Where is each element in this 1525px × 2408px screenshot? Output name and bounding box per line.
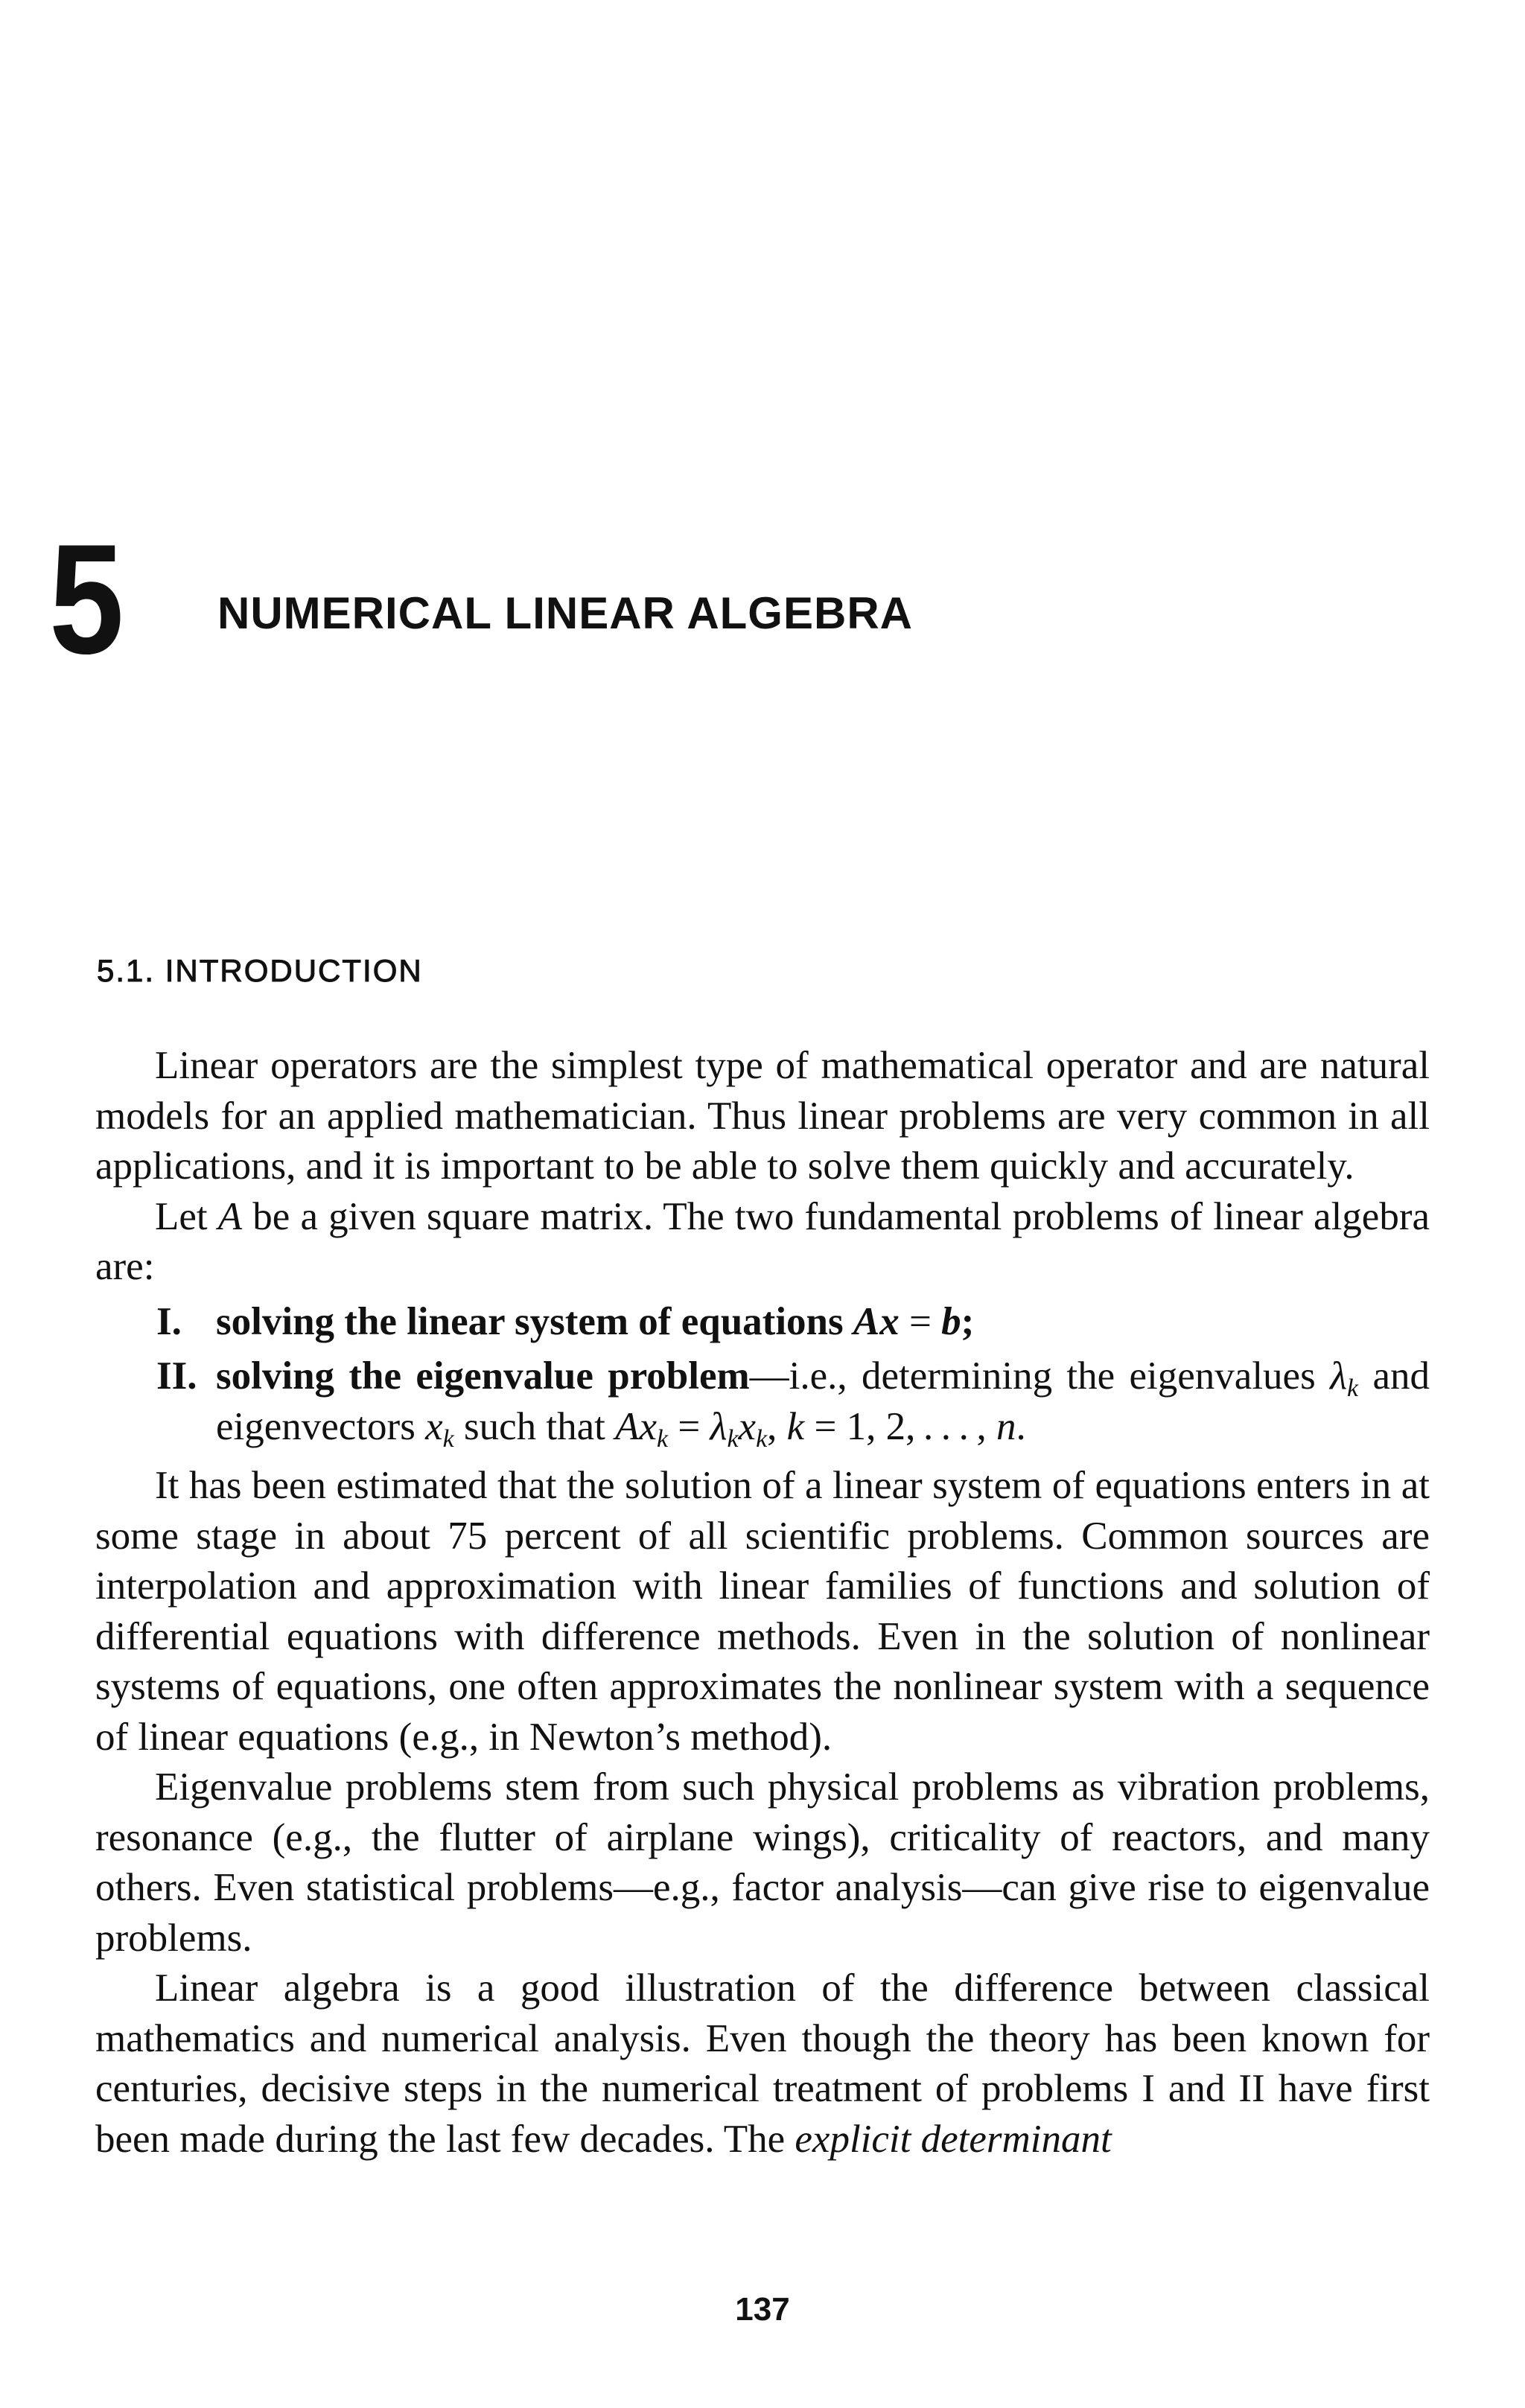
item2-x: x <box>425 1404 443 1448</box>
item2-lambda-2: λ <box>710 1404 728 1448</box>
paragraph-2-text-a: Let <box>155 1194 218 1238</box>
item2-n: n <box>996 1404 1016 1448</box>
item2-sub-k-2: k <box>442 1424 454 1453</box>
paragraph-5-italic: explicit determinant <box>795 2117 1112 2161</box>
paragraph-5-text: Linear algebra is a good illustration of the difference between classical mathematics and numerical analysis. Even though the theory has been known for centuries, decisive steps in the numerical treatment of problems I and II have first been made during the last few decades. The <box>95 1966 1430 2161</box>
item2-bold-text: solving the eigenvalue problem <box>216 1354 750 1398</box>
item2-end: . <box>1016 1404 1026 1448</box>
item2-sub-k-3: k <box>656 1424 669 1453</box>
list-content-1 <box>216 1297 1430 1348</box>
item2-sub-k-4: k <box>727 1424 739 1453</box>
item1-bold-text: solving the linear system of equations <box>216 1299 853 1343</box>
paragraph-2-text-b: be a given square matrix. The two fundamental problems of linear algebra are: <box>95 1194 1430 1288</box>
item2-text-d: = <box>668 1404 710 1448</box>
item1-equals: = <box>899 1299 942 1343</box>
paragraph-3: It has been estimated that the solution of a linear system of equations enters in at some stage in about 75 percent of all scientific problems. Common sources are interpolation and approximation with linear families of functions and solution of differential equations with difference methods. Even in the solution of nonlinear systems of equations, one often approximates the nonlinear system with a sequence of linear equations (e.g., in Newton’s method). <box>95 1464 1430 1759</box>
body-text <box>95 1041 1430 2165</box>
item2-sub-k-5: k <box>756 1424 768 1453</box>
item2-text-a: —i.e., determining the eigenvalues <box>749 1354 1331 1398</box>
matrix-symbol-a: A <box>217 1194 243 1238</box>
paragraph-2 <box>95 1192 1430 1293</box>
paragraph-4: Eigenvalue problems stem from such physical problems as vibration problems, resonance (e.g., the flutter of airplane wings), criticality of reactors, and many others. Even statistical problems—e.g., factor analysis—can give rise to eigenvalue problems. <box>95 1765 1430 1960</box>
item2-lambda: λ <box>1330 1354 1348 1398</box>
fundamental-problems-list <box>95 1297 1430 1453</box>
list-marker-1: I. <box>156 1299 182 1343</box>
list-item-2 <box>95 1351 1430 1452</box>
section-heading: 5.1. INTRODUCTION <box>97 953 423 988</box>
item2-x-2: x <box>738 1404 757 1448</box>
item2-text-c: such that <box>453 1404 616 1448</box>
item1-end: ; <box>961 1299 975 1343</box>
chapter-number: 5 <box>49 512 124 687</box>
chapter-title: NUMERICAL LINEAR ALGEBRA <box>217 588 913 638</box>
item2-k: k <box>786 1404 805 1448</box>
item2-text-e: , <box>767 1404 787 1448</box>
item2-sub-k-1: k <box>1347 1375 1359 1402</box>
paragraph-5 <box>95 1963 1430 2165</box>
list-marker-2: II. <box>156 1354 197 1398</box>
item2-ax: Ax <box>615 1404 657 1448</box>
page-number: 137 <box>735 2291 790 2328</box>
item1-math-b: b <box>941 1299 961 1343</box>
list-item-1 <box>95 1297 1430 1348</box>
paragraph-1: Linear operators are the simplest type of mathematical operator and are natural models for an applied mathematician. Thus linear problems are very common in all applications, and it is important to be able to solve them quickly and accurately. <box>95 1044 1430 1188</box>
item1-math-ax: Ax <box>853 1299 900 1343</box>
list-content-2 <box>216 1351 1430 1452</box>
item2-text-f: = 1, 2, . . . , <box>804 1404 997 1448</box>
item2-text-b: and eigenvectors <box>216 1354 1430 1448</box>
